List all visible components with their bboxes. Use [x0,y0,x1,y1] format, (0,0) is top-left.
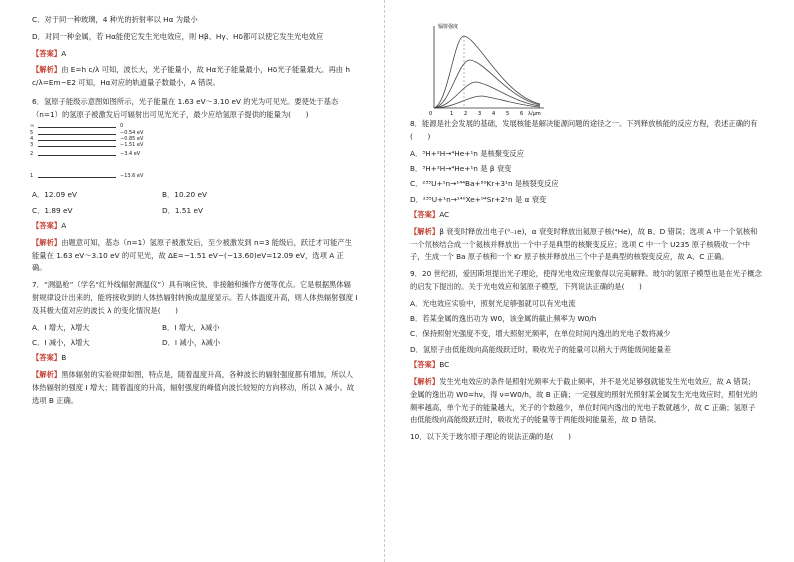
level-line-5 [38,134,116,135]
answer-value: A [61,48,67,58]
answer-tag: 【答案】 [410,360,440,370]
q6-options-row2 [32,205,358,217]
q8-answer [410,209,762,222]
blackbody-chart [420,16,550,116]
level-energy: 0 [120,123,124,130]
level-energy: −0.54 eV [120,130,144,137]
level-n: 3 [30,142,34,149]
q8-option-a: A．³H+²H→⁴He+¹n 是核聚变反应 [410,148,525,158]
level-line-4 [38,140,116,141]
analysis-tag: 【解析】 [32,65,62,75]
answer-value: B [61,353,67,363]
level-n: 2 [30,151,34,158]
energy-level-diagram [30,123,158,183]
q7-stem: 7．“测温枪”（学名“红外线辐射测温仪”）具有响应快、非接触和操作方便等优点。它是根据黑体辐射规律设计出来的，能将接收到的人体热辐射转换成温度显示。若人体温度升高，则人体热辐射强度 I 及其极大值对应的波长 λ 的变化情况是( ) [32,280,358,315]
curve-mid-temp [434,82,540,108]
q6-stem: 6．氢原子能级示意图如图所示，光子能量在 1.63 eV～3.10 eV 的光为可见光。要使处于基态（n=1）的氢原子被激发后可辐射出可见光光子，最少应给氢原子提供的能量为( ) [32,96,339,119]
q5-answer [32,48,358,61]
tick-3: 3 [478,111,482,116]
answer-value: BC [439,360,450,370]
q9-analysis [410,376,762,427]
q6-answer [32,220,358,233]
answer-tag: 【答案】 [410,210,440,220]
tick-4: 4 [492,111,496,116]
answer-tag: 【答案】 [32,221,62,231]
q6-analysis [32,237,358,275]
option-a: A．I 增大，λ增大 [32,322,90,332]
chart-ylabel: 辐射强度 [438,24,459,30]
q9-answer [410,359,762,372]
level-n: 5 [30,130,34,137]
q9-option-c: C．保持照射光强度不变，增大照射光频率，在单位时间内逸出的光电子数将减少 [410,329,671,339]
chart-origin: 0 [429,111,433,116]
level-energy: −3.4 eV [120,151,141,158]
level-line-3 [38,146,116,147]
q8-analysis [410,226,762,264]
analysis-text: β 衰变时释放出电子(⁰₋₁e)，α 衰变时释放出氦原子核(⁴He)，故 B、D 错误；选项 A 中一个氚核和一个氘核结合成一个氦核并释放出一个中子是典型的核聚变反应；选项 C 中一个 U235 原子核吸收一个中子，生成一个 Ba 原子核和一个 Kr 原子核并释放出三个中子是典型的核裂变反应，故 A、C 正确。 [410,226,758,262]
tick-2: 2 [464,111,468,116]
option-a: A．12.09 eV [32,190,77,200]
q9-option-d: D．氢原子由低能级向高能级跃迁时，吸收光子的能量可以稍大于两能级间能量差 [410,344,672,354]
q7-options-row1 [32,322,358,334]
analysis-tag: 【解析】 [32,370,62,380]
level-line-2 [38,155,116,156]
q10-stem: 10．以下关于玻尔原子理论的说法正确的是( ) [410,432,571,442]
q8-stem: 8．能源是社会发展的基础，发展核能是解决能源问题的途径之一。下列释放核能的反应方程，表述正确的有( ) [410,119,758,141]
analysis-text: 发生光电效应的条件是照射光频率大于截止频率，并不是光足够强就能发生光电效应，故 A 错误；金属的逸出功 W0=hν，得 ν=W0/h，故 B 正确；一定强度的照射光照射某金属发生光电效应时，照射光的频率越高，单个光子的能量越大，光子的个数越少，单位时间内逸出的光电子数就越少，故 C 正确；氢原子由低能级向高能级跃迁时，吸收光子的能量等于两能级间能量差，故 D 错误。 [410,377,758,425]
left-column [32,14,358,411]
option-d: D．1.51 eV [162,205,203,215]
tick-5: 5 [506,111,510,116]
q7-answer [32,352,358,365]
level-n: 4 [30,136,34,143]
option-d: D．I 减小，λ减小 [162,337,221,347]
analysis-text: 由 E=h c/λ 可知，波长大，光子能量小，故 Hα光子能量最小，Hδ光子能量最大。再由 h c/λ=Em−E2 可知，Hα对应的轨道量子数最小，A 错误。 [32,65,350,88]
analysis-tag: 【解析】 [410,226,440,236]
q5-analysis [32,64,358,90]
answer-value: AC [439,210,450,220]
tick-6: 6 [520,111,524,116]
analysis-tag: 【解析】 [410,377,440,387]
option-c: C．I 减小，λ增大 [32,337,90,347]
answer-value: A [61,221,67,231]
level-line-1 [38,177,116,178]
right-column [410,14,762,448]
q8-option-b: B．³H+²H→⁴He+¹n 是 β 衰变 [410,163,512,173]
option-b: B．I 增大，λ减小 [162,322,220,332]
option-b: B．10.20 eV [162,190,207,200]
q9-option-a: A．光电效应实验中，照射光足够强就可以有光电流 [410,298,576,308]
level-energy: −0.85 eV [120,136,144,143]
q9-stem: 9．20 世纪初，爱因斯坦提出光子理论，使得光电效应现象得以完美解释。玻尔的氢原子模型也是在光子概念的启发下提出的。关于光电效应和氢原子模型，下列说法正确的是( ) [410,269,762,291]
q6-options-row1 [32,189,358,201]
level-energy: −1.51 eV [120,142,144,149]
q9-option-b: B．若某金属的逸出功为 W0，该金属的截止频率为 W0/h [410,314,597,324]
level-n: ∞ [30,123,35,130]
answer-tag: 【答案】 [32,48,62,58]
analysis-text: 黑体辐射的实验规律如图，特点是，随着温度升高，各种波长的辐射强度都有增加，所以人体热辐射的强度 I 增大；随着温度的升高，辐射强度的峰值向波长较短的方向移动，所以 λ 减小。故选项 B 正确。 [32,370,355,405]
q8-option-c: C．²³⁵U+¹n→¹⁴⁴Ba+⁸⁹Kr+3¹n 是核裂变反应 [410,179,559,189]
level-energy: −13.6 eV [120,173,144,180]
q5-option-d: D．对同一种金属，若 Hα能使它发生光电效应，则 Hβ、Hγ、Hδ都可以使它发生光电效应 [32,31,324,41]
chart-xlabel: λ/μm [528,111,541,116]
option-c: C．1.89 eV [32,205,73,215]
analysis-tag: 【解析】 [32,237,62,247]
answer-tag: 【答案】 [32,353,62,363]
q7-analysis [32,369,358,407]
analysis-text: 由题意可知，基态（n=1）氢原子被激发后，至少被激发到 n=3 能级后，跃迁才可能产生能量在 1.63 eV～3.10 eV 的可见光，故 ΔE=−1.51 eV−(−13.60)eV=12.09 eV，选项 A 正确。 [32,237,352,273]
q7-options-row2 [32,337,358,349]
q5-option-c: C．对于同一种玻璃，4 种光的折射率以 Hα 为最小 [32,15,198,24]
blackbody-figure [410,14,762,118]
tick-1: 1 [450,111,454,116]
q8-option-d: D．²³⁵U+¹n→¹⁴⁰Xe+⁹⁴Sr+2¹n 是 α 衰变 [410,194,547,204]
level-line-inf [38,127,116,128]
level-n: 1 [30,173,34,180]
column-divider [384,0,385,562]
